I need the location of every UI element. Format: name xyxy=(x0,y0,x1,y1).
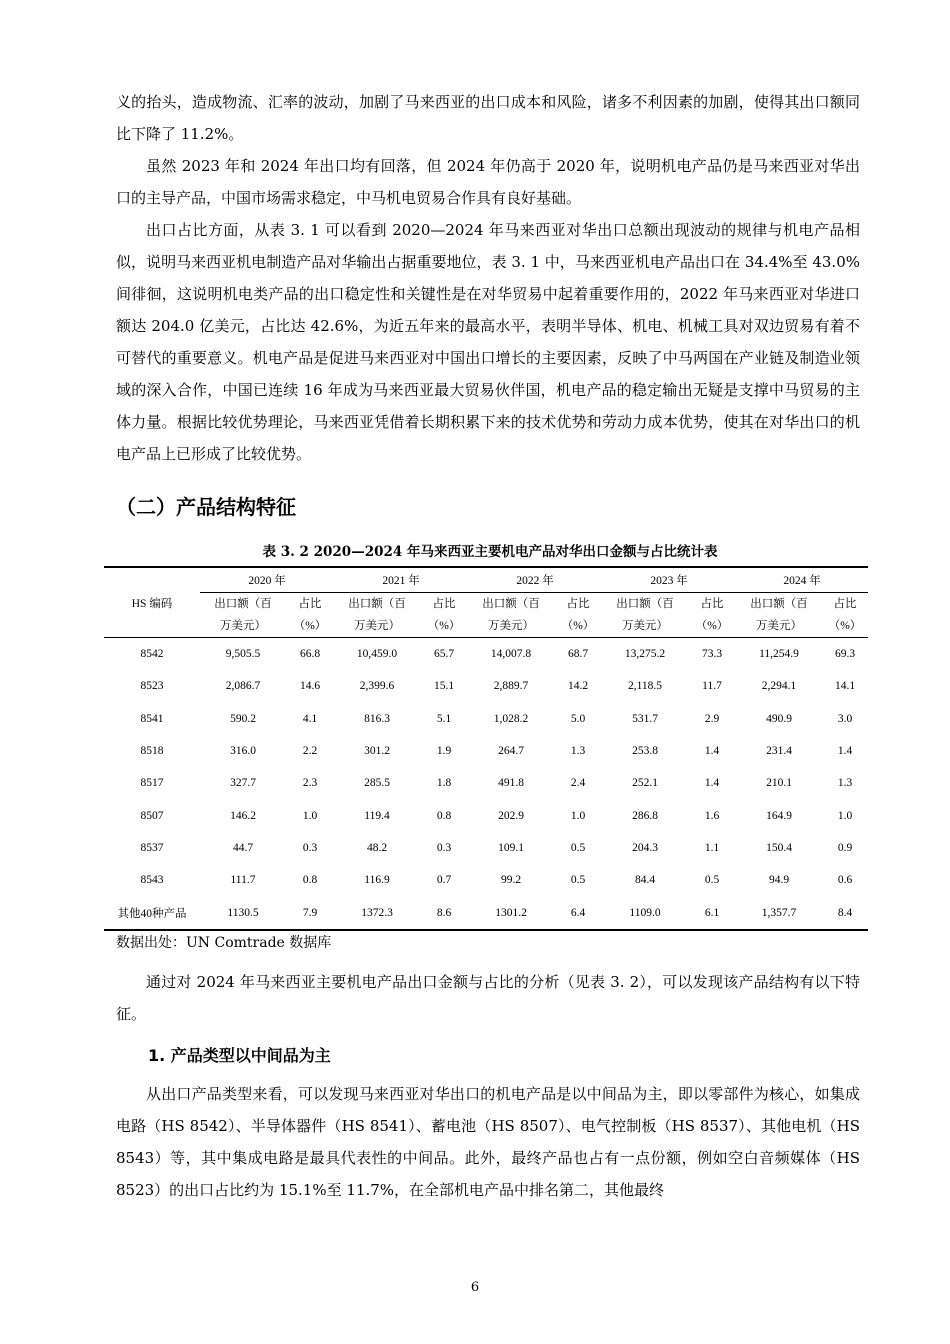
amount-cell: 94.9 xyxy=(768,874,790,887)
amount-header: 出口额（百 万美元） xyxy=(334,593,420,638)
share-cell: 2.2 xyxy=(302,745,318,758)
share-header: 占比 （%） xyxy=(822,593,868,638)
amount-cell: 590.2 xyxy=(230,712,256,725)
year-header: 2020 年 xyxy=(200,567,334,593)
amount-cell: 48.2 xyxy=(366,841,388,854)
amount-cell: 2,399.6 xyxy=(359,680,395,693)
subheading: 1. 产品类型以中间品为主 xyxy=(148,1046,331,1065)
amount-cell: 816.3 xyxy=(364,712,390,725)
table-row xyxy=(104,896,868,929)
table-header-years xyxy=(104,567,868,593)
amount-cell: 2,889.7 xyxy=(493,680,529,693)
share-cell: 1.6 xyxy=(704,809,720,822)
share-cell: 11.7 xyxy=(702,680,722,693)
share-cell: 8.4 xyxy=(822,896,868,929)
table-row xyxy=(104,703,868,735)
paragraph-continued: 义的抬头，造成物流、汇率的波动，加剧了马来西亚的出口成本和风险，诸多不利因素的加剧，使得其出口额同比下降了 11.2%。 xyxy=(116,93,860,143)
amount-cell: 9,505.5 xyxy=(225,648,261,661)
table-row xyxy=(104,735,868,767)
amount-cell: 210.1 xyxy=(766,777,792,790)
share-cell: 0.6 xyxy=(837,874,853,887)
share-header: 占比 （%） xyxy=(420,593,468,638)
share-cell: 1.3 xyxy=(570,745,586,758)
amount-cell: 231.4 xyxy=(766,745,792,758)
amount-cell: 1372.3 xyxy=(334,896,420,929)
share-cell: 73.3 xyxy=(701,648,723,661)
export-table xyxy=(104,566,868,931)
paragraph-analysis-intro: 通过对 2024 年马来西亚主要机电产品出口金额与占比的分析（见表 3. 2），可以发现该产品结构有以下特征。 xyxy=(116,973,860,1023)
table-row xyxy=(104,670,868,702)
share-cell: 1.4 xyxy=(837,745,853,758)
year-header: 2022 年 xyxy=(468,567,602,593)
share-cell: 65.7 xyxy=(433,648,455,661)
table-body xyxy=(104,638,868,930)
amount-cell: 109.1 xyxy=(498,841,524,854)
share-cell: 5.1 xyxy=(436,712,452,725)
share-cell: 66.8 xyxy=(299,648,321,661)
section-heading: （二）产品结构特征 xyxy=(116,495,296,519)
table-row xyxy=(104,767,868,799)
amount-cell: 116.9 xyxy=(364,874,390,887)
amount-cell: 111.7 xyxy=(230,874,256,887)
amount-cell: 1,028.2 xyxy=(493,712,529,725)
amount-cell: 2,294.1 xyxy=(761,680,797,693)
share-cell: 2.3 xyxy=(302,777,318,790)
share-cell: 7.9 xyxy=(286,896,334,929)
share-cell: 8.6 xyxy=(420,896,468,929)
amount-cell: 253.8 xyxy=(632,745,658,758)
amount-cell: 285.5 xyxy=(364,777,390,790)
share-cell: 2.9 xyxy=(704,712,720,725)
amount-cell: 13,275.2 xyxy=(624,648,666,661)
share-cell: 6.4 xyxy=(554,896,602,929)
share-cell: 69.3 xyxy=(834,648,856,661)
share-cell: 1.1 xyxy=(704,841,720,854)
hs-code-cell: 8523 xyxy=(140,680,164,693)
year-header: 2024 年 xyxy=(736,567,868,593)
year-header: 2023 年 xyxy=(602,567,736,593)
amount-cell: 252.1 xyxy=(632,777,658,790)
body-text-middle xyxy=(116,966,860,1030)
share-cell: 4.1 xyxy=(302,712,318,725)
page-number: 6 xyxy=(470,1280,480,1295)
hs-code-cell: 8537 xyxy=(140,841,164,854)
share-cell: 0.5 xyxy=(704,874,720,887)
share-cell: 1.3 xyxy=(837,777,853,790)
share-header: 占比 （%） xyxy=(286,593,334,638)
amount-header: 出口额（百 万美元） xyxy=(602,593,688,638)
share-cell: 1.4 xyxy=(704,777,720,790)
hs-code-cell: 8543 xyxy=(140,874,164,887)
year-header: 2021 年 xyxy=(334,567,468,593)
table-row xyxy=(104,638,868,671)
share-cell: 3.0 xyxy=(837,712,853,725)
share-cell: 14.6 xyxy=(299,680,321,693)
amount-cell: 99.2 xyxy=(500,874,522,887)
hs-code-header: HS 编码 xyxy=(104,567,200,638)
share-cell: 1.4 xyxy=(704,745,720,758)
amount-header: 出口额（百 万美元） xyxy=(200,593,286,638)
amount-cell: 264.7 xyxy=(498,745,524,758)
share-cell: 15.1 xyxy=(433,680,455,693)
share-cell: 0.3 xyxy=(302,841,318,854)
share-cell: 5.0 xyxy=(570,712,586,725)
amount-cell: 490.9 xyxy=(766,712,792,725)
share-cell: 6.1 xyxy=(688,896,736,929)
table-source: 数据出处：UN Comtrade 数据库 xyxy=(116,935,332,951)
amount-cell: 204.3 xyxy=(632,841,658,854)
table-row xyxy=(104,864,868,896)
share-cell: 1.8 xyxy=(436,777,452,790)
amount-cell: 316.0 xyxy=(230,745,256,758)
amount-cell: 146.2 xyxy=(230,809,256,822)
share-cell: 1.0 xyxy=(837,809,853,822)
amount-cell: 1301.2 xyxy=(468,896,554,929)
amount-cell: 44.7 xyxy=(232,841,254,854)
amount-cell: 1130.5 xyxy=(200,896,286,929)
amount-cell: 202.9 xyxy=(498,809,524,822)
share-cell: 1.9 xyxy=(436,745,452,758)
hs-code-cell: 8507 xyxy=(140,809,164,822)
hs-code-cell: 8517 xyxy=(140,777,164,790)
amount-cell: 11,254.9 xyxy=(759,648,799,661)
amount-cell: 84.4 xyxy=(634,874,656,887)
amount-cell: 491.8 xyxy=(498,777,524,790)
share-header: 占比 （%） xyxy=(688,593,736,638)
body-text-bottom xyxy=(116,1078,860,1206)
amount-cell: 14,007.8 xyxy=(490,648,532,661)
amount-header: 出口额（百 万美元） xyxy=(468,593,554,638)
amount-cell: 10,459.0 xyxy=(356,648,398,661)
paragraph-export-share: 出口占比方面，从表 3. 1 可以看到 2020—2024 年马来西亚对华出口总额出现波动的规律与机电产品相似，说明马来西亚机电制造产品对华输出占据重要地位，表 3. 1 中，马来西亚机电产品出口在 34.4%至 43.0%间徘徊，这说明机电类产品的出口稳定性和关键性是在对华贸易中起着重要作用的，2022 年马来西亚对华进口额达 204.0 亿美元，占比达 42.6%，为近五年来的最高水平，表明半导体、机电、机械工具对双边贸易有着不可替代的重要意义。机电产品是促进马来西亚对中国出口增长的主要因素，反映了中马两国在产业链及制造业领域的深入合作，中国已连续 16 年成为马来西亚最大贸易伙伴国，机电产品的稳定输出无疑是支撑中马贸易的主体力量。根据比较优势理论，马来西亚凭借着长期积累下来的技术优势和劳动力成本优势，使其在对华出口的机电产品上已形成了比较优势。 xyxy=(116,221,860,463)
share-cell: 0.5 xyxy=(570,874,586,887)
table-header-metrics xyxy=(104,593,868,638)
share-header: 占比 （%） xyxy=(554,593,602,638)
share-cell: 14.1 xyxy=(834,680,856,693)
hs-code-cell: 8518 xyxy=(140,745,164,758)
amount-cell: 1,357.7 xyxy=(736,896,822,929)
paragraph-product-type: 从出口产品类型来看，可以发现马来西亚对华出口的机电产品是以中间品为主，即以零部件为核心，如集成电路（HS 8542）、半导体器件（HS 8541）、蓄电池（HS 8507）、电气控制板（HS 8537）、其他电机（HS 8543）等，其中集成电路是最具代表性的中间品。此外，最终产品也占有一点份额，例如空白音频媒体（HS 8523）的出口占比约为 15.1%至 11.7%，在全部机电产品中排名第二，其他最终 xyxy=(116,1085,860,1199)
body-text-top xyxy=(116,86,860,470)
amount-cell: 301.2 xyxy=(364,745,390,758)
amount-cell: 1109.0 xyxy=(602,896,688,929)
share-cell: 68.7 xyxy=(567,648,589,661)
share-cell: 0.5 xyxy=(570,841,586,854)
paragraph-export-decline: 虽然 2023 年和 2024 年出口均有回落，但 2024 年仍高于 2020 年，说明机电产品仍是马来西亚对华出口的主导产品，中国市场需求稳定，中马机电贸易合作具有良好基础。 xyxy=(116,157,860,207)
share-cell: 0.3 xyxy=(436,841,452,854)
share-cell: 1.0 xyxy=(302,809,318,822)
amount-cell: 119.4 xyxy=(364,809,390,822)
share-cell: 0.8 xyxy=(302,874,318,887)
table-title: 表 3. 2 2020—2024 年马来西亚主要机电产品对华出口金额与占比统计表 xyxy=(262,544,718,560)
amount-cell: 286.8 xyxy=(632,809,658,822)
hs-code-cell: 其他40种产品 xyxy=(104,896,200,929)
amount-cell: 327.7 xyxy=(230,777,256,790)
share-cell: 0.7 xyxy=(436,874,452,887)
amount-cell: 531.7 xyxy=(632,712,658,725)
share-cell: 14.2 xyxy=(567,680,589,693)
hs-code-cell: 8542 xyxy=(140,648,164,661)
table-row xyxy=(104,799,868,831)
amount-cell: 150.4 xyxy=(766,841,792,854)
amount-header: 出口额（百 万美元） xyxy=(736,593,822,638)
share-cell: 0.8 xyxy=(436,809,452,822)
table-row xyxy=(104,832,868,864)
amount-cell: 2,118.5 xyxy=(627,680,663,693)
amount-cell: 164.9 xyxy=(766,809,792,822)
share-cell: 0.9 xyxy=(837,841,853,854)
share-cell: 1.0 xyxy=(570,809,586,822)
amount-cell: 2,086.7 xyxy=(225,680,261,693)
hs-code-cell: 8541 xyxy=(140,712,164,725)
share-cell: 2.4 xyxy=(570,777,586,790)
